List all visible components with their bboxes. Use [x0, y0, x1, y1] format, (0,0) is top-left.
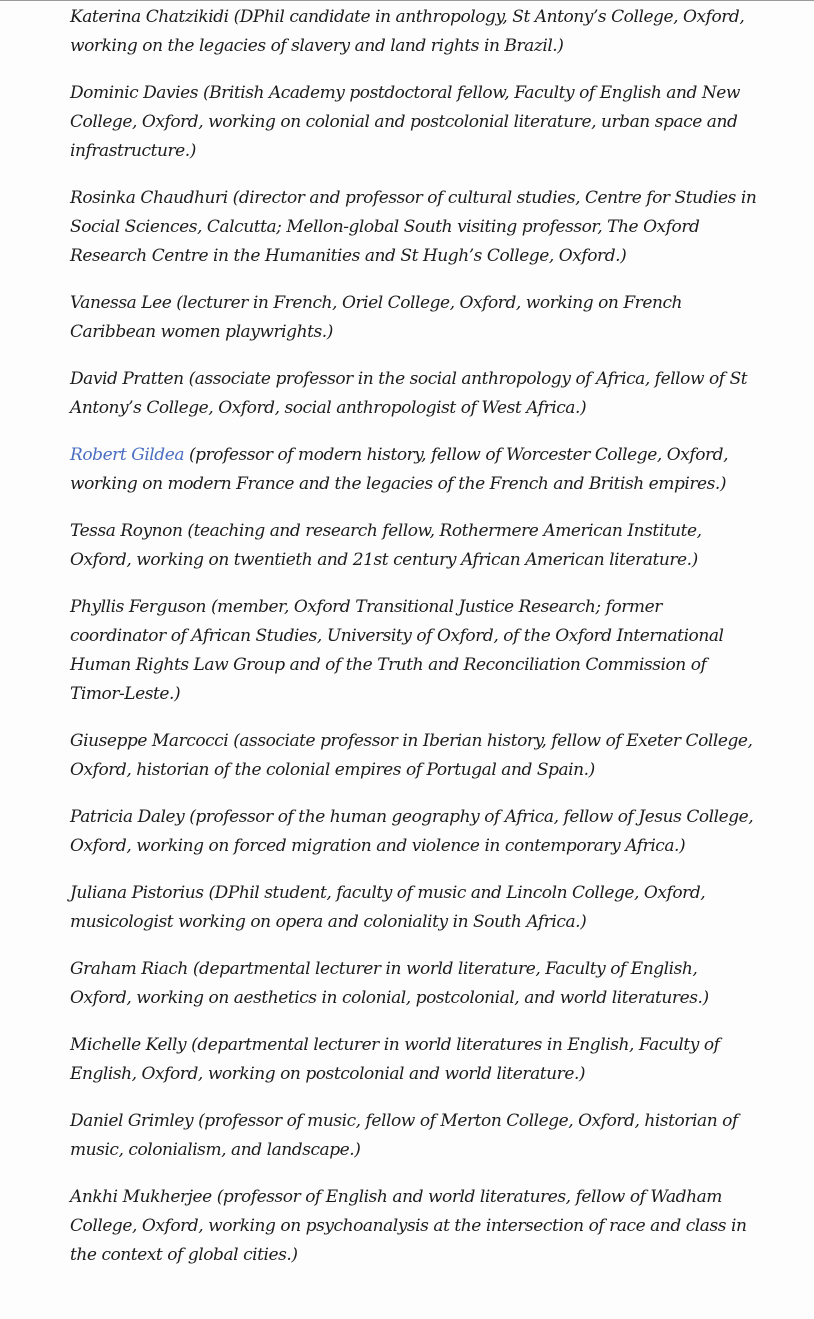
signatory-description: (professor of music, fellow of Merton College, Oxford, historian of music, colonialism, and landscape.): [70, 1111, 738, 1160]
signatory-description: (director and professor of cultural studies, Centre for Studies in Social Sciences, Calcutta; Mellon-global South visiting professor, The Oxford Research Centre in the Humanities and St Hugh’s College, Oxford.): [70, 188, 757, 266]
signatory-name: Tessa Roynon: [70, 521, 183, 541]
signatory-name: Graham Riach: [70, 959, 188, 979]
signatory-description: (DPhil candidate in anthropology, St Antony’s College, Oxford, working on the legacies of slavery and land rights in Brazil.): [70, 7, 745, 56]
signatory-name: Katerina Chatzikidi: [70, 7, 229, 27]
signatory-name-link[interactable]: Robert Gildea: [70, 445, 185, 465]
signatory-name: Phyllis Ferguson: [70, 597, 207, 617]
signatory-entry: [70, 3, 760, 61]
signatory-description: (professor of the human geography of Africa, fellow of Jesus College, Oxford, working on forced migration and violence in contemporary Africa.): [70, 807, 754, 856]
signatory-description: (member, Oxford Transitional Justice Research; former coordinator of African Studies, University of Oxford, of the Oxford International Human Rights Law Group and of the Truth and Reconciliation Commission of Timor-Leste.): [70, 597, 724, 704]
signatory-name: David Pratten: [70, 369, 184, 389]
signatory-description: (lecturer in French, Oriel College, Oxford, working on French Caribbean women playwrights.): [70, 293, 683, 342]
signatory-name: Giuseppe Marcocci: [70, 731, 229, 751]
signatory-entry: [70, 365, 760, 423]
signatory-entry: [70, 955, 760, 1013]
signatory-entry: [70, 593, 760, 709]
signatory-name: Michelle Kelly: [70, 1035, 187, 1055]
signatory-description: (DPhil student, faculty of music and Lincoln College, Oxford, musicologist working on opera and coloniality in South Africa.): [70, 883, 706, 932]
signatory-name: Ankhi Mukherjee: [70, 1187, 212, 1207]
signatory-name: Juliana Pistorius: [70, 883, 204, 903]
signatories-list: [70, 3, 760, 1288]
signatory-name: Dominic Davies: [70, 83, 199, 103]
signatory-description: (departmental lecturer in world literatures in English, Faculty of English, Oxford, working on postcolonial and world literature.): [70, 1035, 720, 1084]
signatory-description: (British Academy postdoctoral fellow, Faculty of English and New College, Oxford, working on colonial and postcolonial literature, urban space and infrastructure.): [70, 83, 741, 161]
signatory-name: Patricia Daley: [70, 807, 185, 827]
signatory-description: (teaching and research fellow, Rothermere American Institute, Oxford, working on twentieth and 21st century African American literature.): [70, 521, 702, 570]
signatory-name: Vanessa Lee: [70, 293, 172, 313]
signatory-name: Rosinka Chaudhuri: [70, 188, 228, 208]
signatory-entry: [70, 803, 760, 861]
signatory-name: Daniel Grimley: [70, 1111, 194, 1131]
signatory-description: (associate professor in Iberian history, fellow of Exeter College, Oxford, historian of the colonial empires of Portugal and Spain.): [70, 731, 753, 780]
signatory-entry: [70, 1183, 760, 1270]
signatory-entry: [70, 184, 760, 271]
signatory-description: (professor of modern history, fellow of Worcester College, Oxford, working on modern France and the legacies of the French and British empires.): [70, 445, 729, 494]
signatory-entry: [70, 517, 760, 575]
signatory-description: (departmental lecturer in world literature, Faculty of English, Oxford, working on aesthetics in colonial, postcolonial, and world literatures.): [70, 959, 709, 1008]
signatory-entry: [70, 79, 760, 166]
signatory-entry: [70, 441, 760, 499]
signatory-entry: [70, 1031, 760, 1089]
signatory-entry: [70, 727, 760, 785]
signatory-entry: [70, 289, 760, 347]
signatory-entry: [70, 1107, 760, 1165]
signatory-description: (professor of English and world literatures, fellow of Wadham College, Oxford, working on psychoanalysis at the intersection of race and class in the context of global cities.): [70, 1187, 747, 1265]
signatory-description: (associate professor in the social anthropology of Africa, fellow of St Antony’s College, Oxford, social anthropologist of West Africa.): [70, 369, 748, 418]
signatory-entry: [70, 879, 760, 937]
